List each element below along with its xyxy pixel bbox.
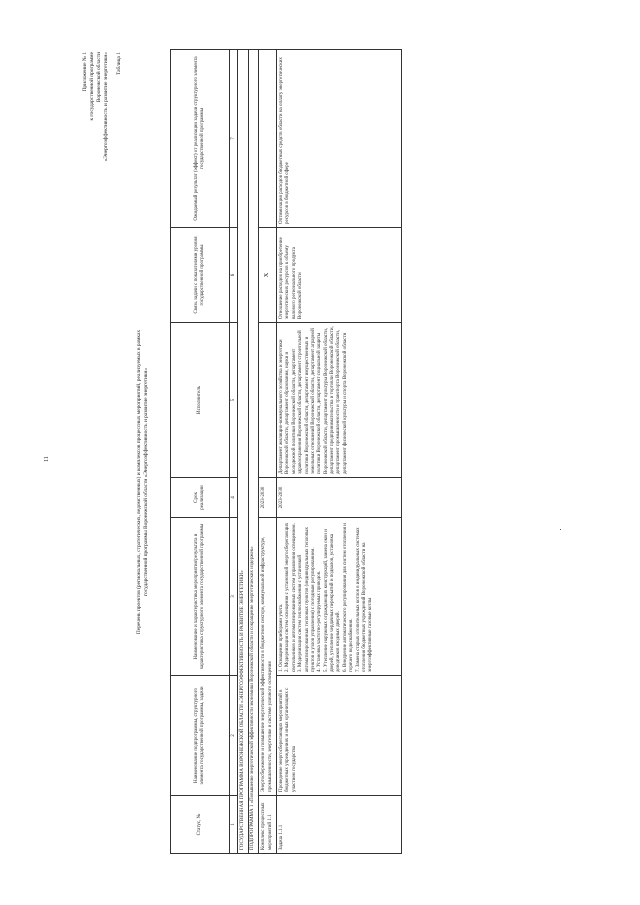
program-title: ГОСУДАРСТВЕННАЯ ПРОГРАММА ВОРОНЕЖСКОЙ ОБЛАСТИ «ЭНЕРГОЭФФЕКТИВНОСТЬ И РАЗВИТИЕ ЭНЕРГЕТИКИ» (238, 50, 248, 854)
scan-speck (560, 529, 561, 530)
measures-table (170, 49, 402, 854)
subprogram-title: ПОДПРОГРАММА 1 «Повышение энергетической эффективности экономики Воронежской области и сокращение энергетических издержек» (248, 50, 258, 854)
task-row (276, 50, 401, 854)
complex-status: Комплекс процессных мероприятий 1.1 (259, 796, 277, 854)
appendix-line-2: к государственной программе (89, 52, 96, 121)
complex-row (259, 50, 277, 854)
header-link: Связь задачи с показателями уровня государственной программы (171, 228, 230, 323)
table-label: Таблица 1 (116, 52, 123, 76)
complex-term: 2023-2030 (259, 478, 277, 518)
document-title (136, 162, 151, 802)
title-line-1: Перечень проектов (региональных, стратегических, ведомственных) и комплексов процессных мероприятий, реализуемых в рамках (136, 329, 142, 635)
task-result: Оптимизация расходов бюджетных средств области на оплату энергетических ресурсов в бюджетной сфере (276, 50, 401, 228)
complex-name: Энергосбережение и повышение энергетической эффективности в бюджетном секторе, коммунальной инфраструктуре, промышленности, энергетике и системе уличного освещения (259, 518, 277, 796)
column-number: 3 (230, 518, 238, 676)
complex-executor (259, 323, 277, 478)
appendix-line-1: Приложение № 1 (82, 52, 88, 92)
subprogram-row (248, 50, 258, 854)
table-header-row (171, 50, 230, 854)
complex-mark: Х (259, 228, 277, 323)
task-link: Отношение расходов на приобретение энергетических ресурсов к объему валового регионального продукта Воронежской области (276, 228, 401, 323)
column-number: 1 (230, 796, 238, 854)
header-result: Ожидаемый результат (эффект) от реализации задачи структурного элемента государственной программы (171, 50, 230, 228)
column-number: 2 (230, 676, 238, 796)
task-name: Проведение энергосберегающих мероприятий в бюджетных учреждениях и иных организациях с участием государства (276, 676, 401, 796)
page-number: 11 (44, 456, 50, 462)
task-executor: Департамент жилищно-коммунального хозяйства и энергетики Воронежской области, департамент образования, науки и молодежной политики Воронежской области, департамент здравоохранения Воронежской области, департамент строительной политики Воронежской области, департамент имущественных и земельных отношений Воронежской области, департамент аграрной политики Воронежской области, департамент социальной защиты Воронежской области, департамент культуры Воронежской области, департамент предпринимательства и торговли Воронежской области, департамент промышленности и транспорта Воронежской области, департамент физической культуры и спорта Воронежской области (276, 323, 401, 478)
column-number-row (230, 50, 238, 854)
column-number: 4 (230, 478, 238, 518)
column-number: 6 (230, 228, 238, 323)
program-row (238, 50, 248, 854)
appendix-line-4: «Энергоэффективность и развитие энергетики» (103, 52, 110, 162)
task-term: 2023-2030 (276, 478, 401, 518)
header-status: Статус, № (171, 796, 230, 854)
complex-result (259, 50, 277, 228)
header-name: Наименование подпрограммы, структурного элемента государственной программы, задачи (171, 676, 230, 796)
appendix-block (82, 52, 123, 161)
task-measures: 1. Оснащение приборами учета. 2. Модернизация систем освещения с установкой энергосберегающих светильников и автоматизированных систем управления освещением. 3. Модернизация систем теплоснабжения с установкой автоматизированных тепловых пунктов (индивидуальных тепловых пунктов и узлов управления) с погодным регулированием. 4. Установка частотно-регулируемых приводов. 5. Утепление наружных ограждающих конструкций, замена окон и дверей, утепление чердачных перекрытий и подвалов, установка доводчиков входных дверей. 6. Внедрение автоматического регулирования для систем отопления и горячего водоснабжения. 7. Замена старых отопительных котлов в индивидуальных системах отопления бюджетных учреждений Воронежской области на энергоэффективные газовые котлы (276, 518, 401, 676)
column-number: 7 (230, 50, 238, 228)
rotated-document-page (40, 22, 600, 882)
title-line-2: государственной программы Воронежской области «Энергоэффективность и развитие энергетики» (143, 367, 150, 597)
header-executor: Исполнитель (171, 323, 230, 478)
appendix-line-3: Воронежской области (96, 52, 103, 103)
header-measure: Наименование и характеристика мероприятия/результата и характеристика структурного элемента государственной программы (171, 518, 230, 676)
column-number: 5 (230, 323, 238, 478)
header-term: Срок реализации (171, 478, 230, 518)
task-status: Задача 1.1.1 (276, 796, 401, 854)
